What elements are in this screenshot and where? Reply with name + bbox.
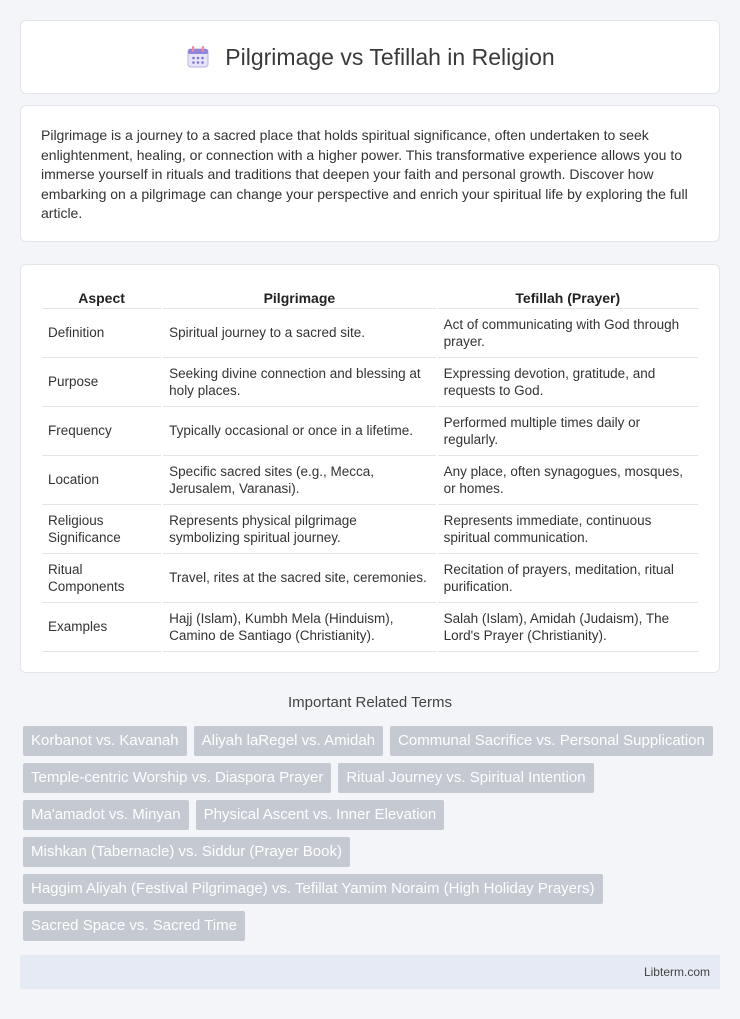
comparison-table [40, 285, 700, 652]
related-term-tag[interactable]: Aliyah laRegel vs. Amidah [194, 726, 383, 756]
related-term-tag[interactable]: Sacred Space vs. Sacred Time [23, 911, 245, 941]
row-pilgrimage: Represents physical pilgrimage symbolizing spiritual journey. [163, 505, 435, 554]
row-pilgrimage: Typically occasional or once in a lifetime. [163, 407, 435, 456]
related-term-tag[interactable]: Korbanot vs. Kavanah [23, 726, 187, 756]
footer [20, 955, 720, 989]
row-aspect: Religious Significance [42, 505, 161, 554]
row-pilgrimage: Specific sacred sites (e.g., Mecca, Jerusalem, Varanasi). [163, 456, 435, 505]
row-aspect: Examples [42, 603, 161, 652]
column-header-aspect: Aspect [42, 285, 161, 309]
intro-text: Pilgrimage is a journey to a sacred place that holds spiritual significance, often undertaken to seek enlightenment, healing, or connection with a higher power. This transformative experience allows you to immerse yourself in rituals and traditions that deepen your faith and personal growth. Discover how embarking on a pilgrimage can change your perspective and enrich your spiritual life by exploring the full article. [41, 127, 688, 222]
header [185, 44, 554, 71]
table-row [42, 554, 698, 603]
related-terms-title: Important Related Terms [288, 694, 452, 711]
page-title: Pilgrimage vs Tefillah in Religion [225, 43, 555, 70]
row-tefillah: Act of communicating with God through prayer. [438, 309, 698, 358]
row-pilgrimage: Hajj (Islam), Kumbh Mela (Hinduism), Camino de Santiago (Christianity). [163, 603, 435, 652]
related-term-tag[interactable]: Haggim Aliyah (Festival Pilgrimage) vs. Tefillat Yamim Noraim (High Holiday Prayers) [23, 874, 603, 904]
related-term-tag[interactable]: Ritual Journey vs. Spiritual Intention [338, 763, 593, 793]
row-pilgrimage: Travel, rites at the sacred site, ceremonies. [163, 554, 435, 603]
related-term-tag[interactable]: Physical Ascent vs. Inner Elevation [196, 800, 445, 830]
row-tefillah: Represents immediate, continuous spiritual communication. [438, 505, 698, 554]
table-row [42, 456, 698, 505]
row-tefillah: Any place, often synagogues, mosques, or homes. [438, 456, 698, 505]
column-header-tefillah: Tefillah (Prayer) [438, 285, 698, 309]
calendar-icon [185, 44, 211, 70]
row-tefillah: Expressing devotion, gratitude, and requests to God. [438, 358, 698, 407]
table-row [42, 603, 698, 652]
column-header-pilgrimage: Pilgrimage [163, 285, 435, 309]
header-card [20, 20, 720, 94]
footer-site-link[interactable]: Libterm.com [643, 965, 710, 979]
row-aspect: Frequency [42, 407, 161, 456]
row-pilgrimage: Spiritual journey to a sacred site. [163, 309, 435, 358]
table-row [42, 505, 698, 554]
table-row [42, 309, 698, 358]
related-term-tag[interactable]: Mishkan (Tabernacle) vs. Siddur (Prayer Book) [23, 837, 350, 867]
row-aspect: Definition [42, 309, 161, 358]
row-aspect: Location [42, 456, 161, 505]
related-term-tag[interactable]: Ma'amadot vs. Minyan [23, 800, 189, 830]
row-pilgrimage: Seeking divine connection and blessing at holy places. [163, 358, 435, 407]
row-aspect: Ritual Components [42, 554, 161, 603]
row-tefillah: Recitation of prayers, meditation, ritual purification. [438, 554, 698, 603]
related-term-tag[interactable]: Temple-centric Worship vs. Diaspora Prayer [23, 763, 331, 793]
table-header-row [42, 285, 698, 309]
comparison-table-card [20, 264, 720, 673]
table-row [42, 407, 698, 456]
row-tefillah: Salah (Islam), Amidah (Judaism), The Lord's Prayer (Christianity). [438, 603, 698, 652]
row-tefillah: Performed multiple times daily or regularly. [438, 407, 698, 456]
table-row [42, 358, 698, 407]
related-term-tag[interactable]: Communal Sacrifice vs. Personal Supplication [390, 726, 713, 756]
row-aspect: Purpose [42, 358, 161, 407]
related-terms-list [23, 726, 723, 941]
intro-card [20, 105, 720, 242]
